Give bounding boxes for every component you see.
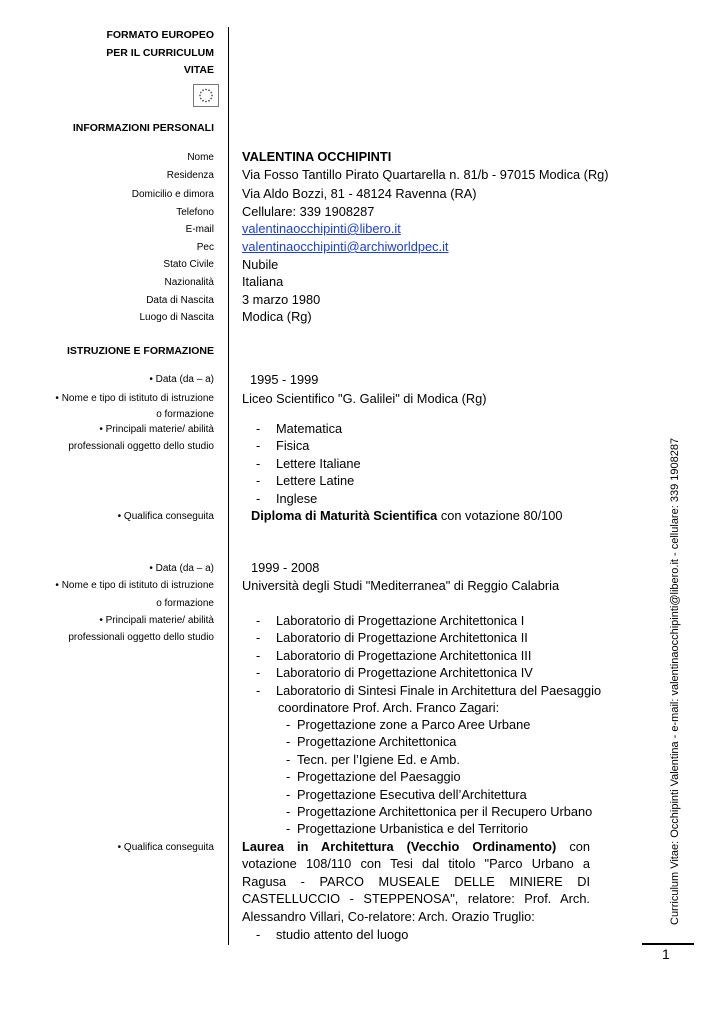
value-domicilio: Via Aldo Bozzi, 81 - 48124 Ravenna (RA) (242, 186, 477, 201)
coordinator-line: coordinatore Prof. Arch. Franco Zagari: (278, 700, 500, 716)
entry2-qualification: Laurea in Architettura (Vecchio Ordinamento) con votazione 108/110 con Tesi dal titolo "Parco Urbano a Ragusa - PARCO MUSEALE DELLE MINIERE DI CASTELLUCCIO - STEPPENOSA", relatore: Prof. Arch. Alessandro Villari, Co-relatore: Arch. Orazio Truglio: (242, 839, 590, 924)
label-email: E-mail (185, 224, 214, 235)
list-item: - Laboratorio di Progettazione Architettonica IV (256, 665, 533, 681)
label-pec: Pec (196, 242, 214, 253)
list-item: - Laboratorio di Progettazione Architettonica I (256, 613, 525, 628)
label-subjects-2: professionali oggetto dello studio (68, 441, 214, 452)
value-nome: VALENTINA OCCHIPINTI (242, 149, 392, 164)
label-subjects-1: • Principali materie/ abilità (99, 424, 214, 435)
label-institute-2: o formazione (156, 598, 214, 609)
list-item: - Laboratorio di Sintesi Finale in Architettura del Paesaggio (256, 682, 602, 698)
label-luogo-nascita: Luogo di Nascita (139, 312, 214, 323)
label-institute-1: • Nome e tipo di istituto di istruzione (55, 580, 214, 591)
entry2-thesis-list (256, 926, 408, 943)
label-qualification: • Qualifica conseguita (117, 511, 214, 522)
value-telefono: Cellulare: 339 1908287 (242, 204, 375, 219)
list-item: - Laboratorio di Progettazione Architettonica III (256, 647, 532, 663)
label-qualification: • Qualifica conseguita (117, 842, 214, 853)
label-data-nascita: Data di Nascita (146, 295, 214, 306)
list-item: - Lettere Italiane (256, 455, 361, 471)
cv-format-line-3: VITAE (183, 64, 214, 76)
list-item: - Fisica (256, 438, 310, 454)
list-item: - Progettazione zone a Parco Aree Urbane (286, 717, 531, 732)
entry2-institute: Università degli Studi "Mediterranea" di Reggio Calabria (242, 578, 560, 593)
list-item: - Laboratorio di Progettazione Architettonica II (256, 630, 528, 646)
label-nazionalita: Nazionalità (164, 277, 214, 288)
section-title-education: ISTRUZIONE E FORMAZIONE (67, 345, 214, 357)
cv-format-line-1: FORMATO EUROPEO (106, 29, 214, 41)
entry1-date: 1995 - 1999 (250, 372, 319, 387)
label-subjects-2: professionali oggetto dello studio (68, 632, 214, 643)
label-telefono: Telefono (176, 207, 214, 218)
label-subjects-1: • Principali materie/ abilità (99, 615, 214, 626)
list-item: - Inglese (256, 490, 318, 506)
cv-format-line-2: PER IL CURRICULUM (106, 46, 214, 59)
email-link[interactable]: valentinaocchipinti@libero.it (242, 221, 401, 236)
value-luogo-nascita: Modica (Rg) (242, 309, 312, 324)
label-stato-civile: Stato Civile (163, 259, 214, 270)
eu-flag-icon (193, 84, 219, 107)
pec-link[interactable]: valentinaocchipinti@archiworldpec.it (242, 239, 449, 254)
entry1-qualification: Diploma di Maturità Scientifica con votazione 80/100 (251, 508, 563, 523)
entry1-subject-list (256, 420, 361, 507)
column-divider (228, 27, 229, 945)
entry2-subject-list (256, 612, 601, 716)
entry2-date: 1999 - 2008 (251, 560, 320, 575)
list-item: - Progettazione Urbanistica e del Territorio (286, 821, 528, 837)
list-item: - Progettazione Architettonica per il Recupero Urbano (286, 804, 593, 820)
list-item: - Lettere Latine (256, 473, 355, 489)
page-number-rule (642, 943, 694, 945)
label-nome: Nome (187, 152, 214, 163)
list-item: - studio attento del luogo (256, 927, 409, 942)
label-institute-2: o formazione (156, 409, 214, 420)
side-footer-text: Curriculum Vitae: Occhipinti Valentina - e-mail: valentinaocchipinti@libero.it - cellulare: 339 1908287 (669, 437, 681, 925)
value-stato-civile: Nubile (242, 257, 279, 272)
value-data-nascita: 3 marzo 1980 (242, 292, 321, 307)
list-item: - Progettazione Esecutiva dell’Architettura (286, 786, 527, 802)
entry2-sub-list (286, 716, 592, 838)
label-residenza: Residenza (166, 170, 214, 181)
list-item: - Progettazione Architettonica (286, 734, 457, 750)
cv-format-title (106, 27, 214, 80)
label-institute-1: • Nome e tipo di istituto di istruzione (55, 393, 214, 404)
list-item: - Progettazione del Paesaggio (286, 769, 461, 785)
list-item: - Matematica (256, 421, 343, 436)
entry1-institute: Liceo Scientifico "G. Galilei" di Modica (Rg) (242, 391, 487, 406)
section-title-personal: INFORMAZIONI PERSONALI (72, 122, 214, 134)
list-item: - Tecn. per l’Igiene Ed. e Amb. (286, 751, 460, 767)
label-date: • Data (da – a) (149, 374, 214, 385)
label-domicilio: Domicilio e dimora (131, 189, 214, 200)
value-residenza: Via Fosso Tantillo Pirato Quartarella n. 81/b - 97015 Modica (Rg) (242, 167, 609, 182)
value-nazionalita: Italiana (242, 274, 284, 289)
label-date: • Data (da – a) (149, 563, 214, 574)
page-number: 1 (662, 946, 670, 962)
